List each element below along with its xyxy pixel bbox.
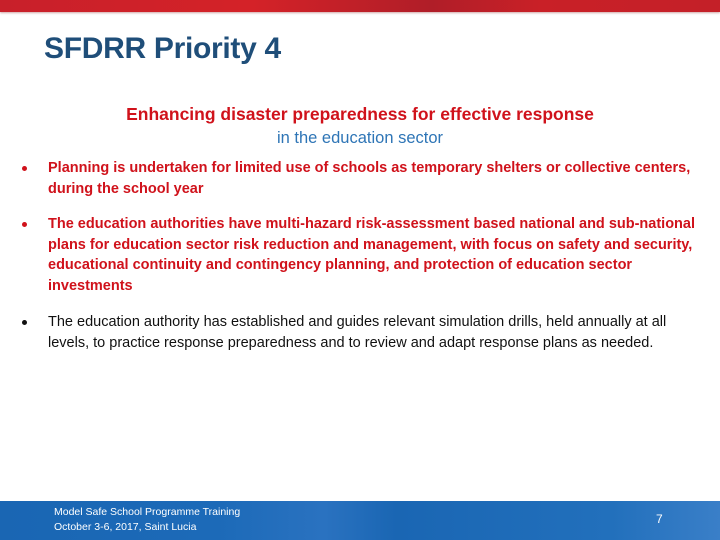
slide-subtitle: Enhancing disaster preparedness for effective response <box>126 104 594 124</box>
slide-page-number: 7 <box>656 512 663 526</box>
bullet-text: The education authorities have multi-hazard risk-assessment based national and sub-national plans for education sector risk reduction and management, with focus on safety and security, educational continuity and contingency planning, and protection of education sector investments <box>48 216 696 294</box>
bullet-dot-icon <box>22 166 27 171</box>
footer-bar <box>0 501 720 540</box>
footer-event-date: October 3-6, 2017, Saint Lucia <box>54 521 197 533</box>
slide-subtitle-secondary: in the education sector <box>276 129 444 147</box>
bullet-dot-icon <box>22 222 27 227</box>
top-accent-bar <box>0 0 720 12</box>
bullet-dot-icon <box>22 320 27 325</box>
footer-event-name: Model Safe School Programme Training <box>54 506 241 518</box>
slide-title: SFDRR Priority 4 <box>44 32 281 65</box>
bullet-text: The education authority has established and guides relevant simulation drills, held annually at all levels, to practice response preparedness and to review and adapt response plans as needed. <box>48 314 667 351</box>
bullet-text: Planning is undertaken for limited use of schools as temporary shelters or collective centers, during the school year <box>48 160 691 197</box>
